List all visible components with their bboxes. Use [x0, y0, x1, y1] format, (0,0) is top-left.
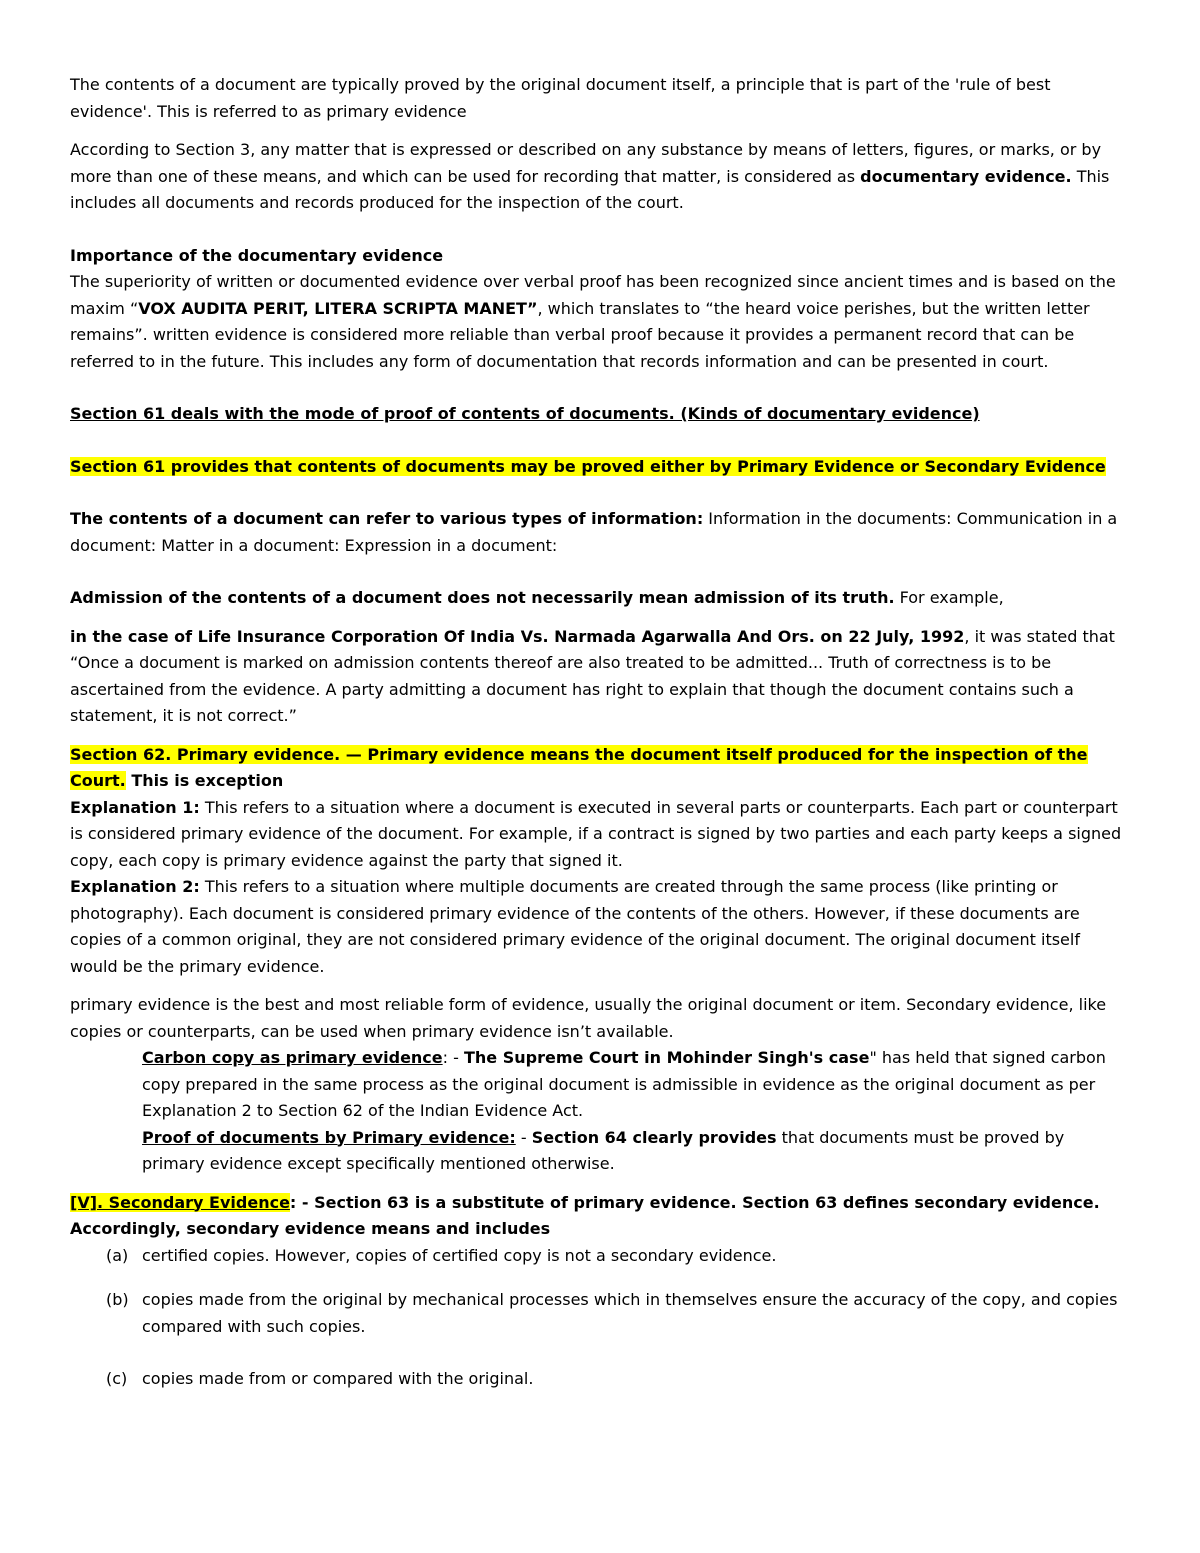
importance-text-end: , which translates to “the heard voice perishes, but the written letter remains”. written evidence is considered more reliable than verbal proof because it provides a permanent record that can be referred to in the future. This includes any form of documentation that records information and can be presented in court.: [70, 298, 1090, 371]
explanation-1-text: This refers to a situation where a document is executed in several parts or counterparts. Each part or counterpart is considered primary evidence of the document. For example, if a contract is signed by two parties and each party keeps a signed copy, each copy is primary evidence against the party that signed it.: [70, 797, 1122, 870]
section-61-highlight-text: Section 61 provides that contents of documents may be proved either by Primary Evidence or Secondary Evidence: [70, 456, 1106, 476]
list-item: [70, 1287, 1130, 1340]
intro-paragraph: [70, 72, 1130, 125]
proof-by-primary-label: Proof of documents by Primary evidence:: [142, 1127, 516, 1147]
explanation-1-paragraph: [70, 795, 1130, 875]
secondary-evidence-paragraph: [70, 1190, 1130, 1243]
section-61-highlight: [70, 454, 1130, 481]
contents-types-paragraph: [70, 506, 1130, 559]
section-64-lead: Section 64 clearly provides: [531, 1127, 777, 1147]
admission-lead: Admission of the contents of a document does not necessarily mean admission of its truth.: [70, 588, 895, 607]
list-marker: (a): [106, 1245, 129, 1265]
importance-heading-text: Importance of the documentary evidence: [70, 245, 444, 265]
list-item: [70, 1366, 1130, 1393]
importance-heading: [70, 243, 1130, 270]
secondary-evidence-list: [70, 1243, 1130, 1393]
secondary-evidence-label: [V]. Secondary Evidence: [70, 1192, 290, 1212]
list-item-text: copies made from the original by mechanical processes which in themselves ensure the accuracy of the copy, and copies compared with such copies.: [142, 1290, 1118, 1336]
list-marker: (c): [106, 1369, 128, 1388]
contents-types-lead: The contents of a document can refer to various types of information:: [70, 509, 704, 528]
section-61-heading: [70, 401, 1130, 428]
section-3-text: According to Section 3, any matter that is expressed or described on any substance by means of letters, figures, or marks, or by more than one of these means, and which can be used for recording that matter, is considered as: [70, 140, 1102, 186]
lic-case-text: , it was stated that “Once a document is marked on admission contents thereof are also treated to be admitted... Truth of correctness is to be ascertained from the evidence. A party admitting a document has right to explain that though the document contains such a statement, it is not correct.”: [70, 626, 1115, 725]
lic-case-citation: in the case of Life Insurance Corporation Of India Vs. Narmada Agarwalla And Ors. on 22 July, 1992: [70, 626, 965, 646]
list-item-text: copies made from or compared with the original.: [142, 1369, 534, 1388]
carbon-copy-paragraph: [70, 1045, 1130, 1125]
section-62-paragraph: [70, 742, 1130, 795]
contents-types-text: Information in the documents: Communication in a document: Matter in a document: Expression in a document:: [70, 509, 1118, 555]
importance-text: The superiority of written or documented evidence over verbal proof has been recognized since ancient times and is based on the maxim “: [70, 272, 1116, 318]
explanation-1-label: Explanation 1:: [70, 797, 200, 817]
section-3-paragraph: [70, 137, 1130, 217]
explanation-2-label: Explanation 2:: [70, 877, 200, 896]
list-item: [70, 1243, 1130, 1270]
importance-paragraph: [70, 269, 1130, 375]
carbon-copy-separator: : -: [442, 1048, 464, 1067]
section-61-heading-text: Section 61 deals with the mode of proof of contents of documents. (Kinds of documentary evidence): [70, 404, 980, 423]
primary-evidence-summary: [70, 992, 1130, 1045]
primary-evidence-summary-text: primary evidence is the best and most reliable form of evidence, usually the original document or item. Secondary evidence, like copies or counterparts, can be used when primary evidence isn’t available.: [70, 995, 1107, 1041]
admission-paragraph: [70, 585, 1130, 612]
section-3-text-end: This includes all documents and records produced for the inspection of the court.: [70, 166, 1110, 212]
lic-case-paragraph: [70, 624, 1130, 730]
intro-text: The contents of a document are typically proved by the original document itself, a principle that is part of the 'rule of best evidence'. This is referred to as primary evidence: [70, 75, 1051, 121]
proof-by-primary-separator: -: [515, 1127, 532, 1147]
latin-maxim: VOX AUDITA PERIT, LITERA SCRIPTA MANET”: [138, 298, 538, 318]
explanation-2-text: This refers to a situation where multiple documents are created through the same process (like printing or photography). Each document is considered primary evidence of the contents of the others. However, if these documents are copies of a common original, they are not considered primary evidence of the original document. The original document itself would be the primary evidence.: [70, 877, 1080, 976]
admission-text: For example,: [894, 588, 1004, 607]
documentary-evidence-term: documentary evidence.: [860, 166, 1072, 186]
explanation-2-paragraph: [70, 874, 1130, 980]
secondary-evidence-text: : - Section 63 is a substitute of primary evidence. Section 63 defines secondary evidence. Accordingly, secondary evidence means and includes: [70, 1192, 1100, 1238]
list-marker: (b): [106, 1290, 129, 1309]
list-item-text: certified copies. However, copies of certified copy is not a secondary evidence.: [142, 1245, 777, 1265]
proof-by-primary-text: that documents must be proved by primary evidence except specifically mentioned otherwise.: [142, 1127, 1065, 1173]
section-62-highlight-text: Section 62. Primary evidence. — Primary evidence means the document itself produced for the inspection of the Court.: [70, 744, 1088, 790]
proof-by-primary-paragraph: [70, 1125, 1130, 1178]
carbon-copy-label: Carbon copy as primary evidence: [142, 1048, 443, 1067]
exception-note: This is exception: [125, 771, 284, 790]
mohinder-singh-case: The Supreme Court in Mohinder Singh's case: [463, 1048, 870, 1067]
carbon-copy-text: " has held that signed carbon copy prepared in the same process as the original document is admissible in evidence as the original document as per Explanation 2 to Section 62 of the Indian Evidence Act.: [142, 1048, 1106, 1120]
